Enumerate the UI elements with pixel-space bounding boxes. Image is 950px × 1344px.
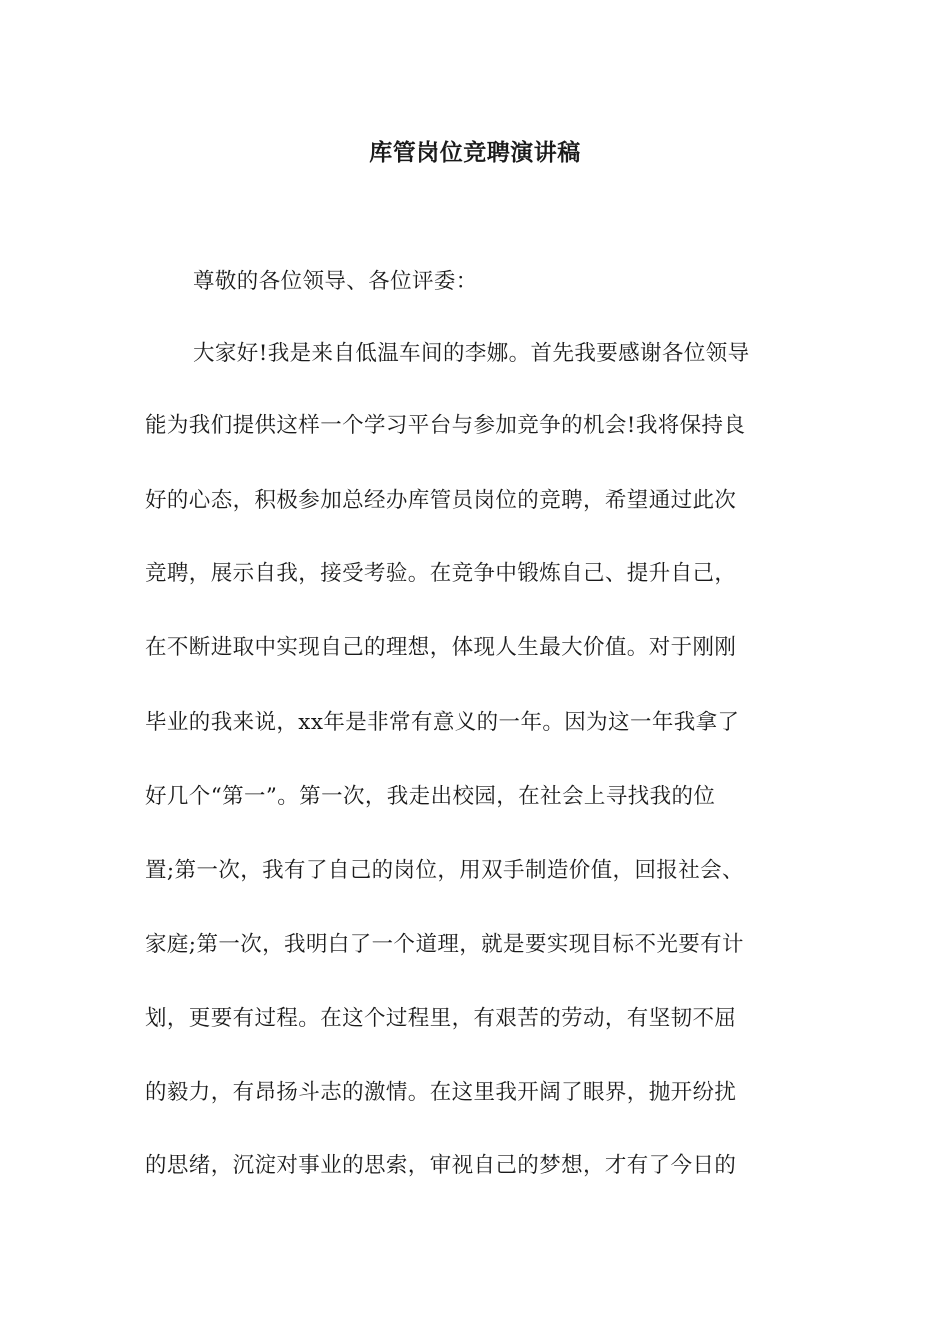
document-title: 库管岗位竞聘演讲稿	[369, 140, 581, 166]
body-line: 竞聘，展示自我，接受考验。在竞争中锻炼自己、提升自己，	[145, 561, 737, 586]
body-line: 置;第一次，我有了自己的岗位，用双手制造价值，回报社会、	[145, 858, 744, 883]
salutation: 尊敬的各位领导、各位评委：	[193, 269, 478, 294]
body-line: 毕业的我来说，xx年是非常有意义的一年。因为这一年我拿了	[145, 710, 740, 735]
body-line: 好的心态，积极参加总经办库管员岗位的竞聘，希望通过此次	[145, 488, 737, 513]
body-line: 好几个“第一”。第一次，我走出校园，在社会上寻找我的位	[145, 784, 716, 809]
body-line: 的思绪，沉淀对事业的思索，审视自己的梦想，才有了今日的	[145, 1153, 737, 1178]
body-line: 能为我们提供这样一个学习平台与参加竞争的机会!我将保持良	[145, 413, 746, 438]
body-line: 家庭;第一次，我明白了一个道理，就是要实现目标不光要有计	[145, 932, 744, 957]
body-line: 在不断进取中实现自己的理想，体现人生最大价值。对于刚刚	[145, 635, 737, 660]
body-line: 的毅力，有昂扬斗志的激情。在这里我开阔了眼界，抛开纷扰	[145, 1080, 737, 1105]
body-line: 大家好!我是来自低温车间的李娜。首先我要感谢各位领导	[193, 341, 750, 366]
body-line: 划，更要有过程。在这个过程里，有艰苦的劳动，有坚韧不屈	[145, 1006, 737, 1031]
